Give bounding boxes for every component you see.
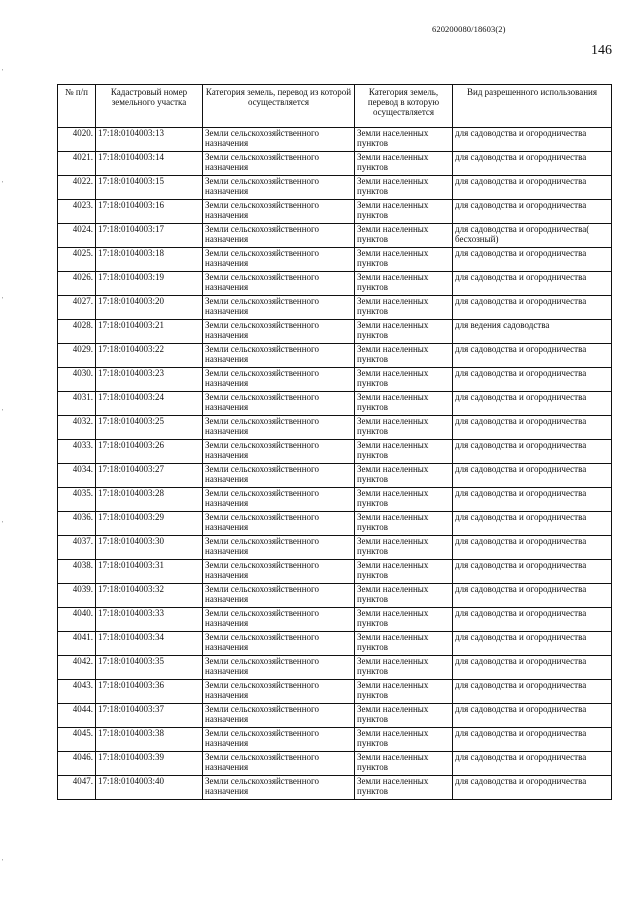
category-from: Земли сельскохозяйственного назначения [203,776,355,800]
permitted-use: для садоводства и огородничества [453,128,612,152]
cadastral-number: 17:18:0104003:18 [96,248,203,272]
cadastral-number: 17:18:0104003:31 [96,560,203,584]
permitted-use: для садоводства и огородничества [453,176,612,200]
category-from: Земли сельскохозяйственного назначения [203,536,355,560]
permitted-use: для садоводства и огородничества [453,608,612,632]
row-number: 4033. [58,440,96,464]
permitted-use: для садоводства и огородничества [453,512,612,536]
cadastral-number: 17:18:0104003:40 [96,776,203,800]
row-number: 4025. [58,248,96,272]
category-from: Земли сельскохозяйственного назначения [203,128,355,152]
category-to: Земли населенных пунктов [355,488,453,512]
category-from: Земли сельскохозяйственного назначения [203,560,355,584]
cadastral-number: 17:18:0104003:19 [96,272,203,296]
cadastral-number: 17:18:0104003:22 [96,344,203,368]
permitted-use: для садоводства и огородничества [453,440,612,464]
table-row [58,728,612,752]
header-category-to: Категория земель, перевод в которую осуществляется [355,85,453,128]
cadastral-number: 17:18:0104003:27 [96,464,203,488]
row-number: 4038. [58,560,96,584]
row-number: 4026. [58,272,96,296]
table-row [58,656,612,680]
margin-mark: ' [2,68,4,76]
category-from: Земли сельскохозяйственного назначения [203,152,355,176]
header-number: № п/п [58,85,96,128]
category-to: Земли населенных пунктов [355,248,453,272]
row-number: 4020. [58,128,96,152]
category-from: Земли сельскохозяйственного назначения [203,392,355,416]
permitted-use: для садоводства и огородничества [453,704,612,728]
permitted-use: для садоводства и огородничества [453,560,612,584]
table-row [58,488,612,512]
row-number: 4024. [58,224,96,248]
permitted-use: для садоводства и огородничества [453,392,612,416]
category-to: Земли населенных пунктов [355,440,453,464]
row-number: 4034. [58,464,96,488]
category-from: Земли сельскохозяйственного назначения [203,464,355,488]
cadastral-number: 17:18:0104003:23 [96,368,203,392]
category-from: Земли сельскохозяйственного назначения [203,296,355,320]
table-row [58,320,612,344]
category-to: Земли населенных пунктов [355,512,453,536]
permitted-use: для садоводства и огородничества [453,632,612,656]
category-to: Земли населенных пунктов [355,464,453,488]
permitted-use: для садоводства и огородничества( бесхозный) [453,224,612,248]
page-number: 146 [591,43,612,58]
cadastral-number: 17:18:0104003:38 [96,728,203,752]
table-row [58,512,612,536]
category-from: Земли сельскохозяйственного назначения [203,488,355,512]
table-row [58,176,612,200]
cadastral-number: 17:18:0104003:36 [96,680,203,704]
land-registry-table [57,84,612,800]
category-to: Земли населенных пунктов [355,728,453,752]
table-row [58,464,612,488]
category-from: Земли сельскохозяйственного назначения [203,752,355,776]
category-from: Земли сельскохозяйственного назначения [203,728,355,752]
table-row [58,344,612,368]
category-to: Земли населенных пунктов [355,392,453,416]
category-from: Земли сельскохозяйственного назначения [203,200,355,224]
category-from: Земли сельскохозяйственного назначения [203,632,355,656]
category-from: Земли сельскохозяйственного назначения [203,320,355,344]
category-to: Земли населенных пунктов [355,200,453,224]
table-row [58,608,612,632]
cadastral-number: 17:18:0104003:34 [96,632,203,656]
margin-mark: ' [2,858,4,866]
table-row [58,392,612,416]
permitted-use: для садоводства и огородничества [453,296,612,320]
cadastral-number: 17:18:0104003:39 [96,752,203,776]
category-from: Земли сельскохозяйственного назначения [203,368,355,392]
category-to: Земли населенных пунктов [355,680,453,704]
permitted-use: для садоводства и огородничества [453,680,612,704]
table-row [58,272,612,296]
category-to: Земли населенных пунктов [355,416,453,440]
category-to: Земли населенных пунктов [355,656,453,680]
category-to: Земли населенных пунктов [355,152,453,176]
category-to: Земли населенных пунктов [355,632,453,656]
table-header-row [58,85,612,128]
category-to: Земли населенных пунктов [355,296,453,320]
table-row [58,200,612,224]
category-from: Земли сельскохозяйственного назначения [203,248,355,272]
row-number: 4041. [58,632,96,656]
permitted-use: для садоводства и огородничества [453,536,612,560]
margin-mark: ' [2,296,4,304]
permitted-use: для садоводства и огородничества [453,752,612,776]
category-from: Земли сельскохозяйственного назначения [203,440,355,464]
category-to: Земли населенных пунктов [355,128,453,152]
category-to: Земли населенных пунктов [355,344,453,368]
table-row [58,632,612,656]
category-to: Земли населенных пунктов [355,608,453,632]
table-row [58,704,612,728]
category-from: Земли сельскохозяйственного назначения [203,680,355,704]
permitted-use: для садоводства и огородничества [453,464,612,488]
category-to: Земли населенных пунктов [355,752,453,776]
category-to: Земли населенных пунктов [355,536,453,560]
cadastral-number: 17:18:0104003:20 [96,296,203,320]
cadastral-number: 17:18:0104003:35 [96,656,203,680]
document-code: 620200080/18603(2) [432,24,506,34]
category-to: Земли населенных пунктов [355,368,453,392]
row-number: 4032. [58,416,96,440]
permitted-use: для садоводства и огородничества [453,368,612,392]
category-to: Земли населенных пунктов [355,320,453,344]
category-from: Земли сельскохозяйственного назначения [203,224,355,248]
category-from: Земли сельскохозяйственного назначения [203,608,355,632]
category-to: Земли населенных пунктов [355,704,453,728]
margin-mark: ' [2,180,4,188]
header-permitted-use: Вид разрешенного использования [453,85,612,128]
permitted-use: для садоводства и огородничества [453,776,612,800]
table-row [58,560,612,584]
row-number: 4023. [58,200,96,224]
table-row [58,440,612,464]
cadastral-number: 17:18:0104003:17 [96,224,203,248]
row-number: 4030. [58,368,96,392]
cadastral-number: 17:18:0104003:15 [96,176,203,200]
row-number: 4047. [58,776,96,800]
table-row [58,296,612,320]
row-number: 4027. [58,296,96,320]
cadastral-number: 17:18:0104003:29 [96,512,203,536]
category-to: Земли населенных пунктов [355,776,453,800]
cadastral-number: 17:18:0104003:16 [96,200,203,224]
permitted-use: для садоводства и огородничества [453,656,612,680]
row-number: 4035. [58,488,96,512]
table-row [58,128,612,152]
permitted-use: для садоводства и огородничества [453,152,612,176]
table-row [58,536,612,560]
category-to: Земли населенных пунктов [355,176,453,200]
permitted-use: для садоводства и огородничества [453,248,612,272]
header-cadastral-number: Кадастровый номер земельного участка [96,85,203,128]
table-row [58,368,612,392]
permitted-use: для садоводства и огородничества [453,416,612,440]
cadastral-number: 17:18:0104003:24 [96,392,203,416]
cadastral-number: 17:18:0104003:33 [96,608,203,632]
table-row [58,224,612,248]
row-number: 4044. [58,704,96,728]
category-from: Земли сельскохозяйственного назначения [203,344,355,368]
category-from: Земли сельскохозяйственного назначения [203,176,355,200]
permitted-use: для садоводства и огородничества [453,488,612,512]
row-number: 4028. [58,320,96,344]
permitted-use: для садоводства и огородничества [453,344,612,368]
category-from: Земли сельскохозяйственного назначения [203,272,355,296]
permitted-use: для ведения садоводства [453,320,612,344]
category-to: Земли населенных пунктов [355,584,453,608]
table-row [58,584,612,608]
row-number: 4046. [58,752,96,776]
permitted-use: для садоводства и огородничества [453,200,612,224]
cadastral-number: 17:18:0104003:13 [96,128,203,152]
margin-mark: ' [2,408,4,416]
row-number: 4031. [58,392,96,416]
table-row [58,248,612,272]
row-number: 4022. [58,176,96,200]
permitted-use: для садоводства и огородничества [453,272,612,296]
category-to: Земли населенных пунктов [355,560,453,584]
category-from: Земли сельскохозяйственного назначения [203,656,355,680]
cadastral-number: 17:18:0104003:26 [96,440,203,464]
category-from: Земли сельскохозяйственного назначения [203,584,355,608]
table-row [58,152,612,176]
table-row [58,752,612,776]
category-from: Земли сельскохозяйственного назначения [203,704,355,728]
row-number: 4021. [58,152,96,176]
cadastral-number: 17:18:0104003:28 [96,488,203,512]
cadastral-number: 17:18:0104003:30 [96,536,203,560]
row-number: 4037. [58,536,96,560]
cadastral-number: 17:18:0104003:32 [96,584,203,608]
row-number: 4043. [58,680,96,704]
row-number: 4042. [58,656,96,680]
row-number: 4036. [58,512,96,536]
category-to: Земли населенных пунктов [355,224,453,248]
row-number: 4045. [58,728,96,752]
margin-mark: ' [2,520,4,528]
permitted-use: для садоводства и огородничества [453,728,612,752]
table-row [58,680,612,704]
table-row [58,776,612,800]
cadastral-number: 17:18:0104003:14 [96,152,203,176]
header-category-from: Категория земель, перевод из которой осуществляется [203,85,355,128]
row-number: 4040. [58,608,96,632]
row-number: 4039. [58,584,96,608]
row-number: 4029. [58,344,96,368]
cadastral-number: 17:18:0104003:37 [96,704,203,728]
category-to: Земли населенных пунктов [355,272,453,296]
table-row [58,416,612,440]
category-from: Земли сельскохозяйственного назначения [203,416,355,440]
cadastral-number: 17:18:0104003:21 [96,320,203,344]
category-from: Земли сельскохозяйственного назначения [203,512,355,536]
permitted-use: для садоводства и огородничества [453,584,612,608]
cadastral-number: 17:18:0104003:25 [96,416,203,440]
